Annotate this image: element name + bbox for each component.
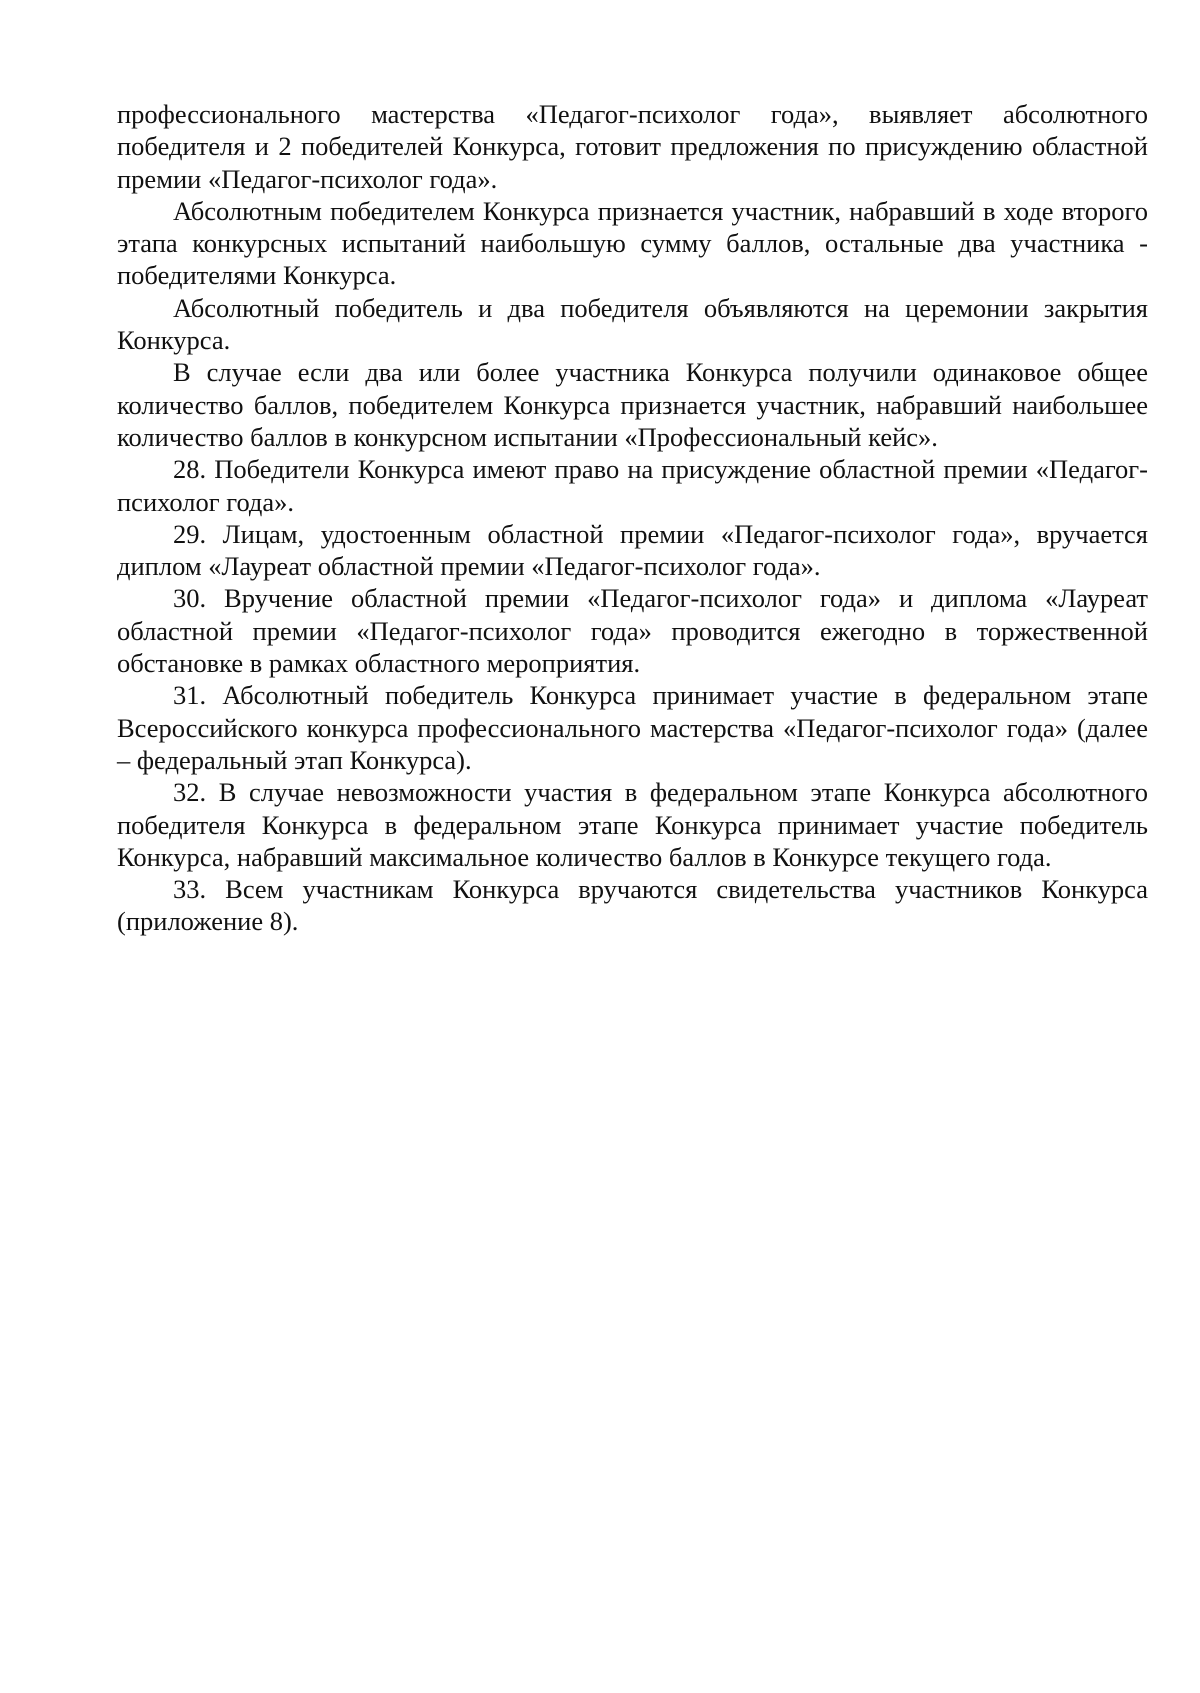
paragraph-item-32: 32. В случае невозможности участия в федеральном этапе Конкурса абсолютного победителя Конкурса в федеральном этапе Конкурса принимает участие победитель Конкурса, набравший максимальное количество баллов в Конкурсе текущего года. (117, 777, 1148, 872)
paragraph-item-28: 28. Победители Конкурса имеют право на присуждение областной премии «Педагог-психолог года». (117, 454, 1148, 517)
document-body (117, 98, 1148, 938)
paragraph-item-29: 29. Лицам, удостоенным областной премии «Педагог-психолог года», вручается диплом «Лауреат областной премии «Педагог-психолог года». (117, 518, 1148, 582)
paragraph-absolute-winner-definition: Абсолютным победителем Конкурса признается участник, набравший в ходе второго этапа конкурсных испытаний наибольшую сумму баллов, остальные два участника - победителями Конкурса. (117, 195, 1148, 291)
paragraph-item-31: 31. Абсолютный победитель Конкурса принимает участие в федеральном этапе Всероссийского конкурса профессионального мастерства «Педагог-психолог года» (далее – федеральный этап Конкурса). (117, 680, 1148, 775)
paragraph-tie-rule: В случае если два или более участника Конкурса получили одинаковое общее количество баллов, победителем Конкурса признается участник, набравший наибольшее количество баллов в конкурсном испытании «Профессиональный кейс». (117, 357, 1148, 452)
paragraph-item-33: 33. Всем участникам Конкурса вручаются свидетельства участников Конкурса (приложение 8). (117, 874, 1148, 937)
paragraph-continuation: профессионального мастерства «Педагог-психолог года», выявляет абсолютного победителя и 2 победителей Конкурса, готовит предложения по присуждению областной премии «Педагог-психолог года». (117, 99, 1148, 194)
paragraph-winners-announcement: Абсолютный победитель и два победителя объявляются на церемонии закрытия Конкурса. (117, 292, 1148, 356)
paragraph-item-30: 30. Вручение областной премии «Педагог-психолог года» и диплома «Лауреат областной премии «Педагог-психолог года» проводится ежегодно в торжественной обстановке в рамках областного мероприятия. (117, 583, 1148, 679)
